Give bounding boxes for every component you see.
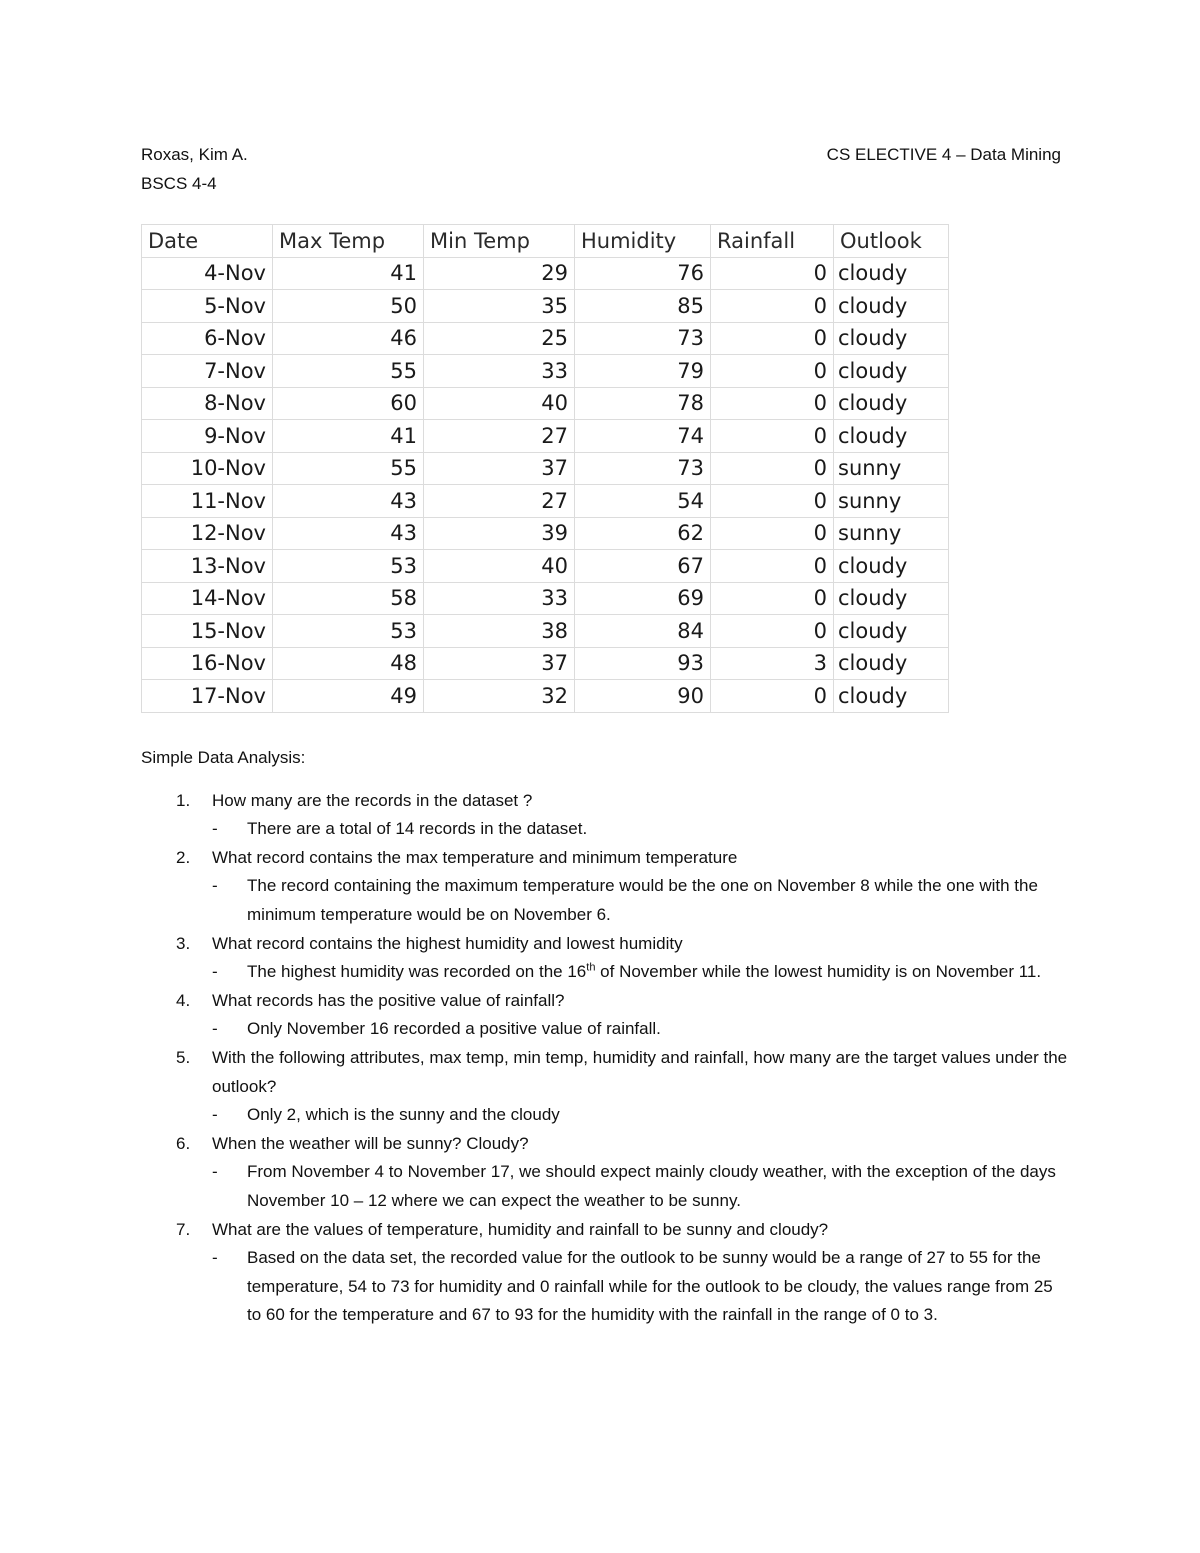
answer-text: There are a total of 14 records in the dataset. <box>247 819 588 839</box>
cell-max-temp: 41 <box>273 420 424 453</box>
question-item <box>141 844 1071 930</box>
table-row <box>142 257 949 290</box>
cell-rainfall: 0 <box>711 680 834 713</box>
cell-rainfall: 0 <box>711 387 834 420</box>
table-body <box>142 257 949 712</box>
cell-humidity: 69 <box>575 582 711 615</box>
cell-date: 13-Nov <box>142 550 273 583</box>
cell-max-temp: 49 <box>273 680 424 713</box>
cell-outlook: sunny <box>834 452 949 485</box>
question-item <box>141 787 1071 844</box>
cell-max-temp: 53 <box>273 615 424 648</box>
cell-rainfall: 0 <box>711 517 834 550</box>
cell-date: 4-Nov <box>142 257 273 290</box>
analysis-title: Simple Data Analysis: <box>141 748 306 767</box>
cell-date: 8-Nov <box>142 387 273 420</box>
question-text: What records has the positive value of rainfall? <box>212 990 565 1010</box>
question-text: With the following attributes, max temp, min temp, humidity and rainfall, how many are the target values under the outlook? <box>212 1047 1068 1096</box>
cell-date: 9-Nov <box>142 420 273 453</box>
cell-min-temp: 37 <box>424 647 575 680</box>
answer-dash: - <box>212 819 218 839</box>
cell-min-temp: 25 <box>424 322 575 355</box>
answer-text: The highest humidity was recorded on the 16 <box>247 962 587 982</box>
question-text: What are the values of temperature, humidity and rainfall to be sunny and cloudy? <box>212 1219 829 1239</box>
question-text: When the weather will be sunny? Cloudy? <box>212 1133 529 1153</box>
cell-max-temp: 41 <box>273 257 424 290</box>
question-number: 1. <box>176 790 191 810</box>
cell-min-temp: 37 <box>424 452 575 485</box>
cell-max-temp: 60 <box>273 387 424 420</box>
cell-date: 12-Nov <box>142 517 273 550</box>
cell-max-temp: 53 <box>273 550 424 583</box>
cell-rainfall: 0 <box>711 615 834 648</box>
table-row <box>142 647 949 680</box>
table-row <box>142 355 949 388</box>
cell-rainfall: 0 <box>711 550 834 583</box>
question-number: 3. <box>176 933 191 953</box>
answer-text: The record containing the maximum temperature would be the one on November 8 while the one with the minimum temperature would be on November 6. <box>247 876 1038 924</box>
table-row <box>142 322 949 355</box>
cell-humidity: 84 <box>575 615 711 648</box>
cell-rainfall: 0 <box>711 485 834 518</box>
answer-dash: - <box>212 962 218 982</box>
cell-outlook: cloudy <box>834 387 949 420</box>
answer-dash: - <box>212 876 218 896</box>
cell-date: 7-Nov <box>142 355 273 388</box>
question-text: What record contains the max temperature and minimum temperature <box>212 847 738 867</box>
answer-text: Based on the data set, the recorded value for the outlook to be sunny would be a range of 27 to 55 for the temperature, 54 to 73 for humidity and 0 rainfall while for the outlook to be cloudy, the values range from 25 to 60 for the temperature and 67 to 93 for the humidity with the rainfall in the range of 0 to 3. <box>247 1248 1053 1325</box>
analysis-section <box>141 744 1071 1330</box>
table-row <box>142 517 949 550</box>
table-row <box>142 680 949 713</box>
question-list <box>141 787 1071 1330</box>
cell-min-temp: 38 <box>424 615 575 648</box>
answer-item <box>212 815 1071 844</box>
answer-item <box>212 1101 1071 1130</box>
cell-date: 16-Nov <box>142 647 273 680</box>
question-text: What record contains the highest humidity and lowest humidity <box>212 933 683 953</box>
column-header-outlook: Outlook <box>834 225 949 258</box>
cell-outlook: cloudy <box>834 290 949 323</box>
question-item <box>141 1044 1071 1130</box>
answer-item <box>212 958 1071 987</box>
document-header <box>141 140 1061 198</box>
cell-max-temp: 55 <box>273 452 424 485</box>
cell-max-temp: 50 <box>273 290 424 323</box>
cell-outlook: cloudy <box>834 257 949 290</box>
cell-rainfall: 0 <box>711 420 834 453</box>
table-row <box>142 420 949 453</box>
cell-outlook: cloudy <box>834 582 949 615</box>
answer-text: Only November 16 recorded a positive value of rainfall. <box>247 1019 661 1039</box>
cell-outlook: cloudy <box>834 680 949 713</box>
question-item <box>141 1130 1071 1216</box>
cell-max-temp: 58 <box>273 582 424 615</box>
question-number: 2. <box>176 847 191 867</box>
cell-outlook: cloudy <box>834 647 949 680</box>
cell-min-temp: 27 <box>424 485 575 518</box>
cell-date: 14-Nov <box>142 582 273 615</box>
column-header-min-temp: Min Temp <box>424 225 575 258</box>
answer-text-continued: of November while the lowest humidity is on November 11. <box>595 962 1042 982</box>
table-row <box>142 550 949 583</box>
cell-max-temp: 55 <box>273 355 424 388</box>
cell-rainfall: 0 <box>711 290 834 323</box>
cell-humidity: 93 <box>575 647 711 680</box>
course-title: CS ELECTIVE 4 – Data Mining <box>826 145 1061 164</box>
column-header-max-temp: Max Temp <box>273 225 424 258</box>
cell-rainfall: 0 <box>711 322 834 355</box>
table-row <box>142 582 949 615</box>
cell-date: 11-Nov <box>142 485 273 518</box>
question-number: 5. <box>176 1047 191 1067</box>
table-row <box>142 387 949 420</box>
cell-rainfall: 0 <box>711 257 834 290</box>
header-top-line <box>141 140 1061 169</box>
table-row <box>142 290 949 323</box>
answer-dash: - <box>212 1105 218 1125</box>
answer-item <box>212 1158 1071 1215</box>
answer-dash: - <box>212 1019 218 1039</box>
answer-text: Only 2, which is the sunny and the cloudy <box>247 1105 560 1125</box>
cell-min-temp: 40 <box>424 550 575 583</box>
cell-rainfall: 0 <box>711 355 834 388</box>
answer-text: From November 4 to November 17, we should expect mainly cloudy weather, with the exception of the days November 10 – 12 where we can expect the weather to be sunny. <box>247 1162 1056 1210</box>
column-header-humidity: Humidity <box>575 225 711 258</box>
answer-dash: - <box>212 1248 218 1268</box>
question-number: 4. <box>176 990 191 1010</box>
cell-date: 15-Nov <box>142 615 273 648</box>
question-item <box>141 987 1071 1044</box>
cell-humidity: 54 <box>575 485 711 518</box>
cell-date: 17-Nov <box>142 680 273 713</box>
cell-rainfall: 0 <box>711 582 834 615</box>
cell-max-temp: 43 <box>273 485 424 518</box>
table-row <box>142 485 949 518</box>
cell-min-temp: 27 <box>424 420 575 453</box>
cell-outlook: cloudy <box>834 615 949 648</box>
cell-humidity: 67 <box>575 550 711 583</box>
answer-item <box>212 1244 1071 1330</box>
question-number: 7. <box>176 1219 191 1239</box>
answer-item <box>212 1015 1071 1044</box>
cell-rainfall: 3 <box>711 647 834 680</box>
cell-max-temp: 43 <box>273 517 424 550</box>
cell-date: 10-Nov <box>142 452 273 485</box>
cell-min-temp: 32 <box>424 680 575 713</box>
cell-outlook: cloudy <box>834 322 949 355</box>
cell-min-temp: 40 <box>424 387 575 420</box>
cell-humidity: 78 <box>575 387 711 420</box>
cell-min-temp: 39 <box>424 517 575 550</box>
table-row <box>142 452 949 485</box>
cell-outlook: sunny <box>834 517 949 550</box>
student-section: BSCS 4-4 <box>141 174 217 193</box>
cell-min-temp: 35 <box>424 290 575 323</box>
cell-outlook: cloudy <box>834 355 949 388</box>
cell-humidity: 62 <box>575 517 711 550</box>
cell-humidity: 85 <box>575 290 711 323</box>
cell-humidity: 79 <box>575 355 711 388</box>
ordinal-suffix: th <box>586 961 596 974</box>
cell-humidity: 90 <box>575 680 711 713</box>
cell-outlook: cloudy <box>834 550 949 583</box>
student-name: Roxas, Kim A. <box>141 145 248 164</box>
cell-outlook: cloudy <box>834 420 949 453</box>
question-text: How many are the records in the dataset ? <box>212 790 533 810</box>
answer-item <box>212 872 1071 929</box>
column-header-date: Date <box>142 225 273 258</box>
cell-humidity: 73 <box>575 322 711 355</box>
cell-max-temp: 46 <box>273 322 424 355</box>
cell-rainfall: 0 <box>711 452 834 485</box>
cell-min-temp: 33 <box>424 355 575 388</box>
cell-humidity: 76 <box>575 257 711 290</box>
cell-min-temp: 29 <box>424 257 575 290</box>
answer-dash: - <box>212 1162 218 1182</box>
question-number: 6. <box>176 1133 191 1153</box>
cell-max-temp: 48 <box>273 647 424 680</box>
cell-humidity: 73 <box>575 452 711 485</box>
question-item <box>141 930 1071 987</box>
cell-humidity: 74 <box>575 420 711 453</box>
column-header-rainfall: Rainfall <box>711 225 834 258</box>
cell-date: 6-Nov <box>142 322 273 355</box>
weather-data-table <box>141 224 949 713</box>
cell-min-temp: 33 <box>424 582 575 615</box>
table-header-row <box>142 225 949 258</box>
cell-date: 5-Nov <box>142 290 273 323</box>
question-item <box>141 1216 1071 1330</box>
table-row <box>142 615 949 648</box>
cell-outlook: sunny <box>834 485 949 518</box>
